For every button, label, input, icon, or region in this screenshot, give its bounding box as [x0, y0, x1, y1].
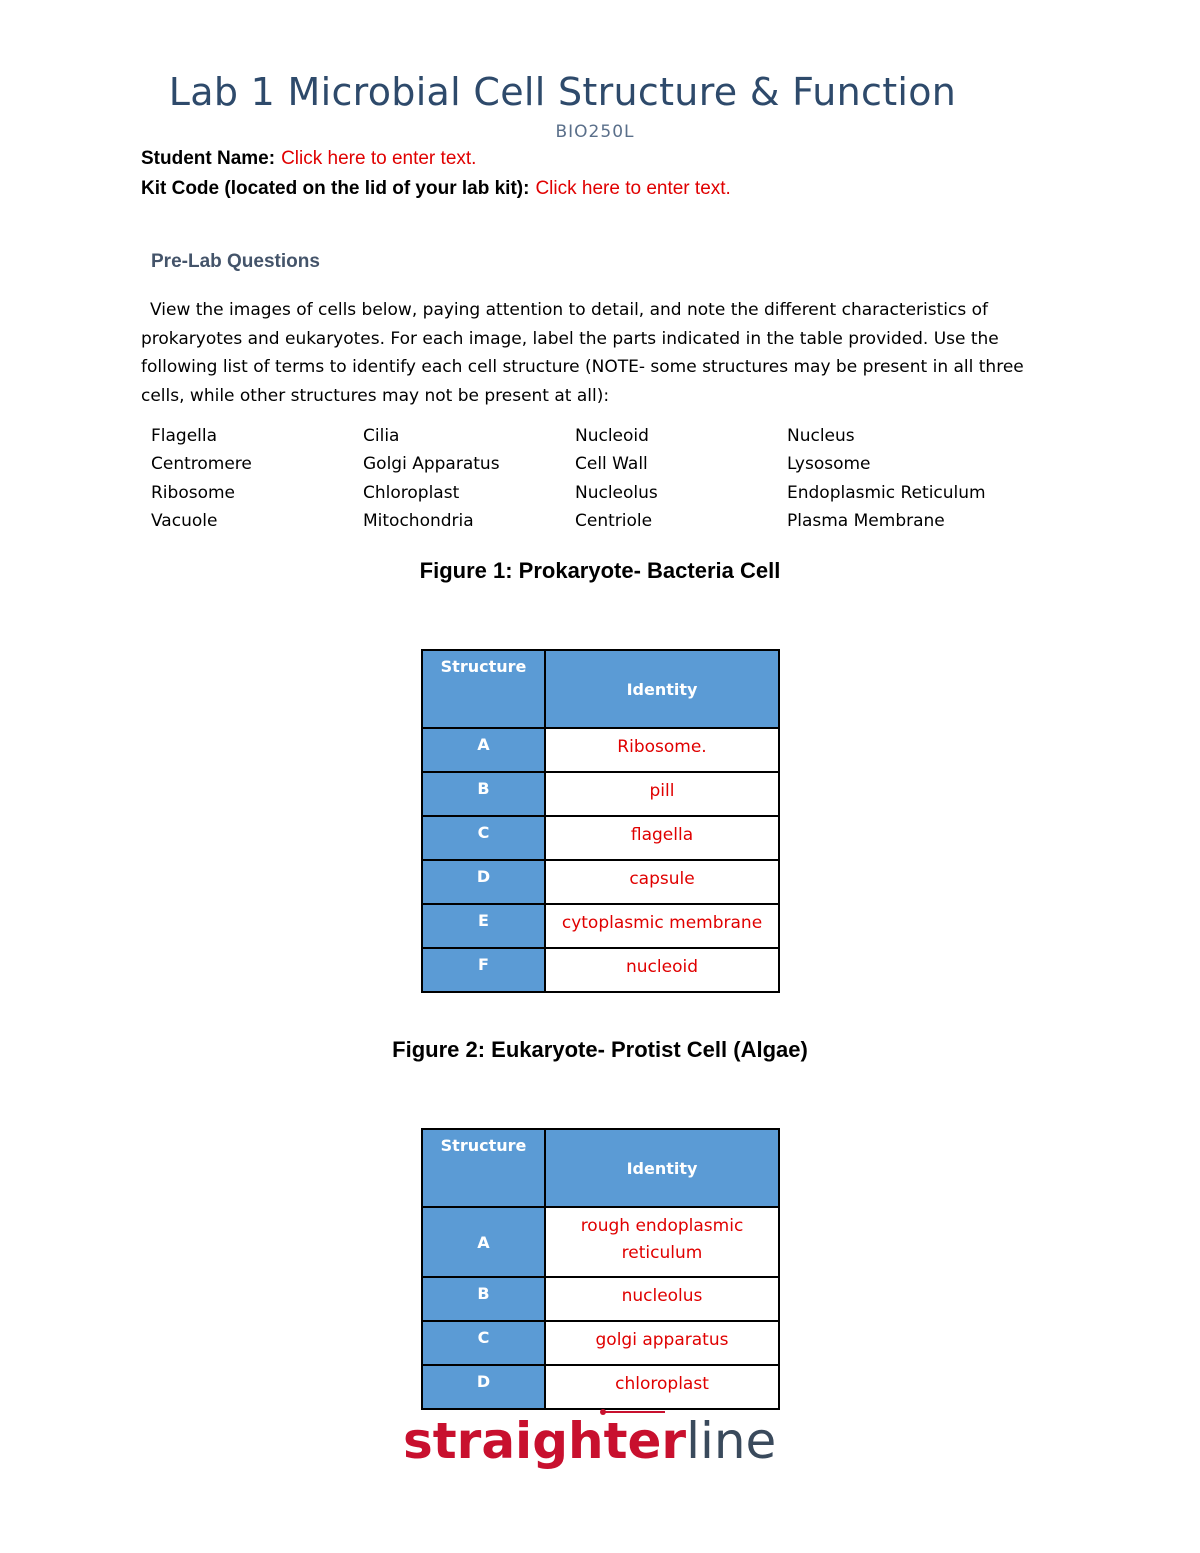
term-item: Nucleolus	[575, 482, 658, 503]
table-row	[422, 1321, 779, 1365]
term-item: Endoplasmic Reticulum	[787, 482, 986, 503]
structure-letter: A	[422, 1207, 545, 1277]
logo-text-primary: straighter	[403, 1412, 687, 1470]
structure-letter: E	[422, 904, 545, 948]
identity-answer[interactable]: Ribosome.	[545, 728, 779, 772]
logo-text-secondary: line	[686, 1412, 777, 1470]
term-item: Plasma Membrane	[787, 510, 945, 531]
structure-letter: B	[422, 1277, 545, 1321]
kit-code-row	[141, 178, 731, 200]
column-header-identity: Identity	[545, 650, 779, 728]
kit-code-label: Kit Code (located on the lid of your lab kit):	[141, 178, 530, 199]
course-code: BIO250L	[555, 122, 635, 142]
structure-letter: C	[422, 1321, 545, 1365]
student-name-field[interactable]: Click here to enter text.	[281, 148, 477, 169]
term-item: Vacuole	[151, 510, 218, 531]
table-row	[422, 1365, 779, 1409]
term-item: Cell Wall	[575, 454, 648, 475]
term-item: Flagella	[151, 426, 218, 446]
student-name-row	[141, 148, 476, 170]
terms-list	[151, 426, 1051, 539]
column-header-identity: Identity	[545, 1129, 779, 1207]
term-item: Mitochondria	[363, 510, 474, 531]
table-row	[422, 948, 779, 992]
identity-answer[interactable]: chloroplast	[545, 1365, 779, 1409]
table-row	[422, 1207, 779, 1277]
identity-answer[interactable]: flagella	[545, 816, 779, 860]
page-title: Lab 1 Microbial Cell Structure & Function	[168, 70, 957, 114]
structure-letter: A	[422, 728, 545, 772]
structure-letter: D	[422, 1365, 545, 1409]
structure-letter: F	[422, 948, 545, 992]
term-item: Golgi Apparatus	[363, 454, 500, 475]
term-item: Centromere	[151, 454, 252, 475]
identity-answer[interactable]: cytoplasmic membrane	[545, 904, 779, 948]
identity-answer[interactable]: golgi apparatus	[545, 1321, 779, 1365]
table-row	[422, 816, 779, 860]
term-item: Nucleus	[787, 426, 855, 446]
figure2-table	[421, 1128, 780, 1410]
identity-answer[interactable]: nucleolus	[545, 1277, 779, 1321]
figure1-table	[421, 649, 780, 993]
term-item: Chloroplast	[363, 482, 460, 503]
kit-code-field[interactable]: Click here to enter text.	[535, 178, 731, 199]
identity-answer[interactable]: rough endoplasmic reticulum	[545, 1207, 779, 1277]
table-row	[422, 772, 779, 816]
figure1-caption: Figure 1: Prokaryote- Bacteria Cell	[419, 558, 781, 583]
term-item: Ribosome	[151, 482, 236, 503]
identity-answer[interactable]: pill	[545, 772, 779, 816]
prelab-heading: Pre-Lab Questions	[151, 251, 320, 272]
table-row	[422, 904, 779, 948]
table-row	[422, 860, 779, 904]
structure-letter: C	[422, 816, 545, 860]
identity-answer[interactable]: nucleoid	[545, 948, 779, 992]
identity-answer[interactable]: capsule	[545, 860, 779, 904]
table-row	[422, 728, 779, 772]
straighterline-logo	[403, 1406, 798, 1478]
structure-letter: D	[422, 860, 545, 904]
term-item: Nucleoid	[575, 426, 649, 446]
column-header-structure: Structure	[422, 650, 545, 728]
figure2-caption: Figure 2: Eukaryote- Protist Cell (Algae)	[392, 1037, 808, 1062]
term-item: Centriole	[575, 510, 653, 531]
term-item: Lysosome	[787, 454, 871, 475]
prelab-instructions: View the images of cells below, paying attention to detail, and note the different characteristics of prokaryotes and eukaryotes. For each image, label the parts indicated in the table provided. Use the following list of terms to identify each cell structure (NOTE- some structures may be present in all three cells, while other structures may not be present at all):	[141, 300, 1024, 406]
student-name-label: Student Name:	[141, 148, 276, 169]
table-row	[422, 1277, 779, 1321]
term-item: Cilia	[363, 426, 400, 446]
structure-letter: B	[422, 772, 545, 816]
column-header-structure: Structure	[422, 1129, 545, 1207]
